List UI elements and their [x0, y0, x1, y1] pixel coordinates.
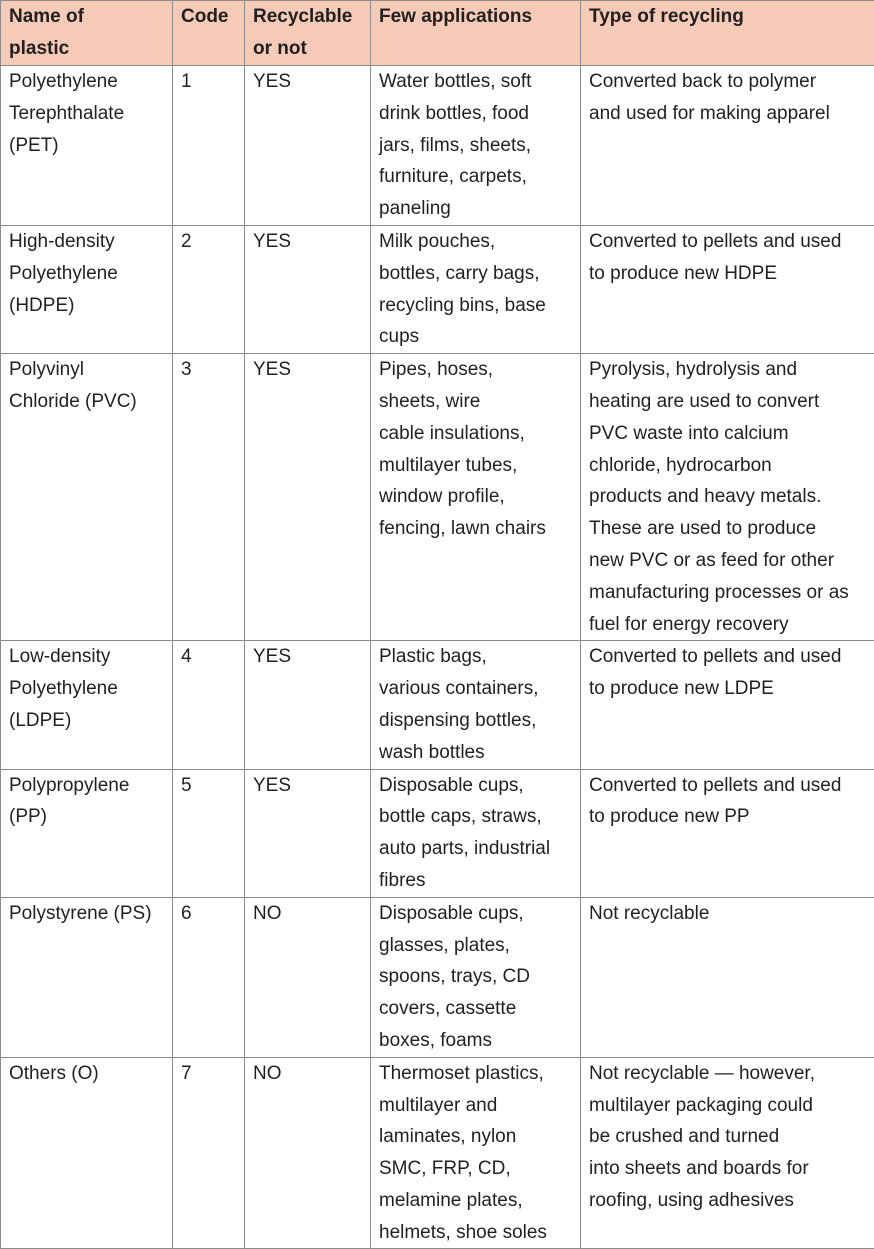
cell-code: 4: [173, 641, 245, 769]
cell-plastic-name: Low-density Polyethylene (LDPE): [1, 641, 173, 769]
cell-recycling-type: Converted back to polymer and used for making apparel: [581, 66, 874, 226]
cell-code: 2: [173, 225, 245, 353]
cell-recyclable: NO: [245, 1057, 371, 1249]
cell-plastic-name: Others (O): [1, 1057, 173, 1249]
cell-recyclable: YES: [245, 225, 371, 353]
cell-plastic-name: Polyvinyl Chloride (PVC): [1, 354, 173, 641]
cell-applications: Disposable cups, bottle caps, straws, auto parts, industrial fibres: [371, 769, 581, 897]
table-row: [1, 769, 874, 897]
cell-applications: Pipes, hoses, sheets, wire cable insulations, multilayer tubes, window profile, fencing, lawn chairs: [371, 354, 581, 641]
cell-applications: Plastic bags, various containers, dispensing bottles, wash bottles: [371, 641, 581, 769]
table-header-row: [1, 1, 874, 66]
table-row: [1, 225, 874, 353]
table-row: [1, 897, 874, 1057]
cell-plastic-name: Polypropylene (PP): [1, 769, 173, 897]
header-name-of-plastic: Name of plastic: [1, 1, 173, 66]
header-type-of-recycling: Type of recycling: [581, 1, 874, 66]
cell-code: 3: [173, 354, 245, 641]
cell-code: 1: [173, 66, 245, 226]
table-row: [1, 66, 874, 226]
cell-plastic-name: Polystyrene (PS): [1, 897, 173, 1057]
header-recyclable: Recyclable or not: [245, 1, 371, 66]
cell-recycling-type: Converted to pellets and used to produce new PP: [581, 769, 874, 897]
cell-applications: Disposable cups, glasses, plates, spoons, trays, CD covers, cassette boxes, foams: [371, 897, 581, 1057]
header-applications: Few applications: [371, 1, 581, 66]
cell-code: 5: [173, 769, 245, 897]
cell-code: 7: [173, 1057, 245, 1249]
cell-plastic-name: Polyethylene Terephthalate (PET): [1, 66, 173, 226]
cell-plastic-name: High-density Polyethylene (HDPE): [1, 225, 173, 353]
header-code: Code: [173, 1, 245, 66]
cell-recycling-type: Converted to pellets and used to produce new HDPE: [581, 225, 874, 353]
table-row: [1, 354, 874, 641]
table-row: [1, 641, 874, 769]
cell-recycling-type: Pyrolysis, hydrolysis and heating are used to convert PVC waste into calcium chloride, hydrocarbon products and heavy metals. These are used to produce new PVC or as feed for other manufacturing processes or as fuel for energy recovery: [581, 354, 874, 641]
cell-recyclable: YES: [245, 354, 371, 641]
cell-applications: Milk pouches, bottles, carry bags, recycling bins, base cups: [371, 225, 581, 353]
cell-applications: Thermoset plastics, multilayer and laminates, nylon SMC, FRP, CD, melamine plates, helmets, shoe soles: [371, 1057, 581, 1249]
cell-recycling-type: Not recyclable — however, multilayer packaging could be crushed and turned into sheets and boards for roofing, using adhesives: [581, 1057, 874, 1249]
cell-recyclable: NO: [245, 897, 371, 1057]
table-row: [1, 1057, 874, 1249]
cell-applications: Water bottles, soft drink bottles, food jars, films, sheets, furniture, carpets, paneling: [371, 66, 581, 226]
cell-recycling-type: Converted to pellets and used to produce new LDPE: [581, 641, 874, 769]
cell-recyclable: YES: [245, 641, 371, 769]
cell-recyclable: YES: [245, 769, 371, 897]
cell-recyclable: YES: [245, 66, 371, 226]
cell-code: 6: [173, 897, 245, 1057]
cell-recycling-type: Not recyclable: [581, 897, 874, 1057]
